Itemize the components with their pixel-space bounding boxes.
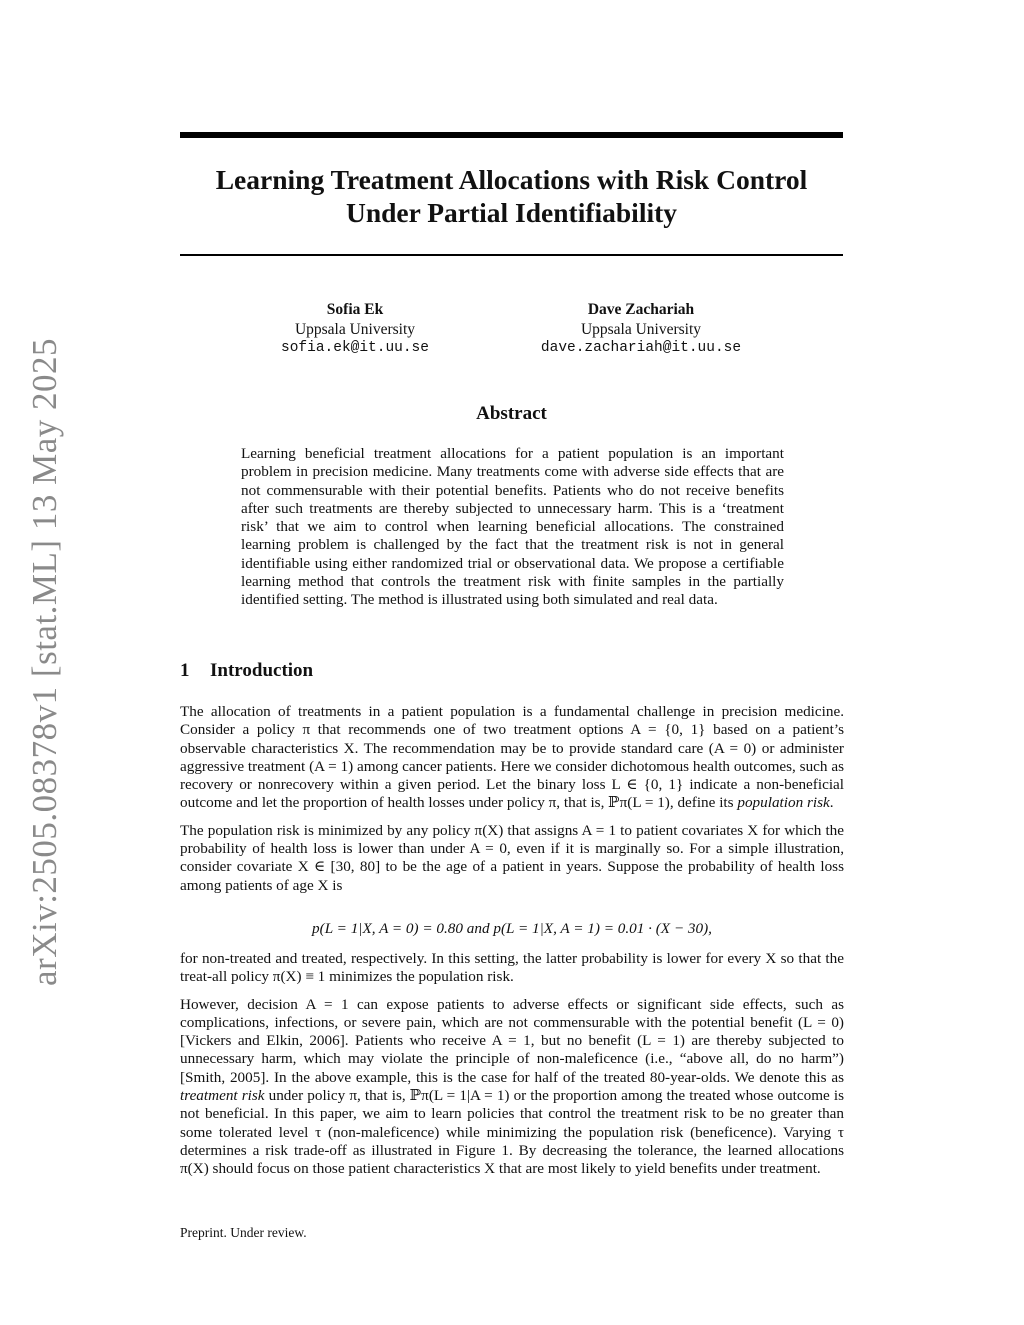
section-heading xyxy=(180,660,313,682)
title-bottom-rule xyxy=(180,254,843,256)
paper-title xyxy=(180,163,843,229)
author-name: Sofia Ek xyxy=(326,301,384,318)
abstract-heading: Abstract xyxy=(476,403,547,424)
title-top-rule xyxy=(180,132,843,138)
arxiv-sidebar xyxy=(0,0,90,1325)
paragraph: However, decision A = 1 can expose patients to adverse effects or significant side effects, such as complications, infections, or severe pain, which are not commensurable with the potential benefit (L = 0) [Vickers and Elkin, 2006]. Patients who receive A = 1, but no benefit (L = 1) are thereby subjected to unnecessary harm, which may violate the principle of non-maleficence (i.e., “above all, do no harm”) [Smith, 2005]. In the above example, this is the case for half of the treated 80-year-olds. We denote this as treatment risk under policy π, that is, ℙπ(L = 1|A = 1) or the proportion among the treated whose outcome is not beneficial. In this paper, we aim to learn policies that control the treatment risk to be no greater than some tolerated level τ (non-maleficence) while minimizing the population risk (beneficence). Varying τ determines a risk trade-off as illustrated in Figure 1. By decreasing the tolerance, the learned allocations π(X) should focus on those patient characteristics X that are most likely to yield benefits under treatment. xyxy=(180,995,844,1178)
section-body-upper xyxy=(180,703,844,904)
title-line-1: Learning Treatment Allocations with Risk Control xyxy=(215,164,808,195)
author-block xyxy=(255,300,455,359)
emphasis-term: treatment risk xyxy=(180,1087,265,1105)
arxiv-identifier: arXiv:2505.08378v1 [stat.ML] 13 May 2025 xyxy=(25,338,64,986)
section-title: Introduction xyxy=(210,660,314,681)
footer-note: Preprint. Under review. xyxy=(180,1225,307,1240)
section-number: 1 xyxy=(180,660,190,681)
abstract-text: Learning beneficial treatment allocations for a patient population is an important problem in precision medicine. Many treatments come with adverse side effects that are not commensurable with their potential benefits. Patients who do not receive benefits after such treatments are thereby subjected to unnecessary harm. This is a ‘treatment risk’ that we aim to control when learning beneficial allocations. The constrained learning problem is challenged by the fact that the treatment risk is not in general identifiable using either randomized trial or observational data. We propose a certifiable learning method that controls the treatment risk with finite samples in the partially identified setting. The method is illustrated using both simulated and real data. xyxy=(241,445,784,609)
author-affiliation: Uppsala University xyxy=(580,320,702,338)
author-email: sofia.ek@it.uu.se xyxy=(281,340,429,356)
title-line-2: Under Partial Identifiability xyxy=(345,197,678,228)
author-name: Dave Zachariah xyxy=(587,301,695,318)
equation: p(L = 1|X, A = 0) = 0.80 and p(L = 1|X, A = 1) = 0.01 · (X − 30), xyxy=(312,920,712,937)
section-body-lower xyxy=(180,950,844,1188)
author-email: dave.zachariah@it.uu.se xyxy=(540,340,742,356)
author-affiliation: Uppsala University xyxy=(294,320,416,338)
paragraph: The population risk is minimized by any policy π(X) that assigns A = 1 to patient covariates X for which the probability of health loss is lower than under A = 0, even if it is marginally so. For a simple illustration, consider covariate X ∈ [30, 80] to be the age of a patient in years. Suppose the probability of health loss among patients of age X is xyxy=(180,821,844,894)
emphasis-term: population risk xyxy=(737,794,830,812)
paragraph: The allocation of treatments in a patient population is a fundamental challenge in precision medicine. Consider a policy π that recommends one of two treatment options A = {0, 1} based on a patient’s observable characteristics X. The recommendation may be to provide standard care (A = 0) or administer aggressive treatment (A = 1) among cancer patients. Here we consider dichotomous health outcomes, such as recovery or nonrecovery within a given period. Let the binary loss L ∈ {0, 1} indicate a non-beneficial outcome and let the proportion of health losses under policy π, that is, ℙπ(L = 1), define its population risk. xyxy=(180,703,844,812)
paragraph: for non-treated and treated, respectively. In this setting, the latter probability is lower for every X so that the treat-all policy π(X) ≡ 1 minimizes the population risk. xyxy=(180,950,844,986)
author-block xyxy=(521,300,761,359)
